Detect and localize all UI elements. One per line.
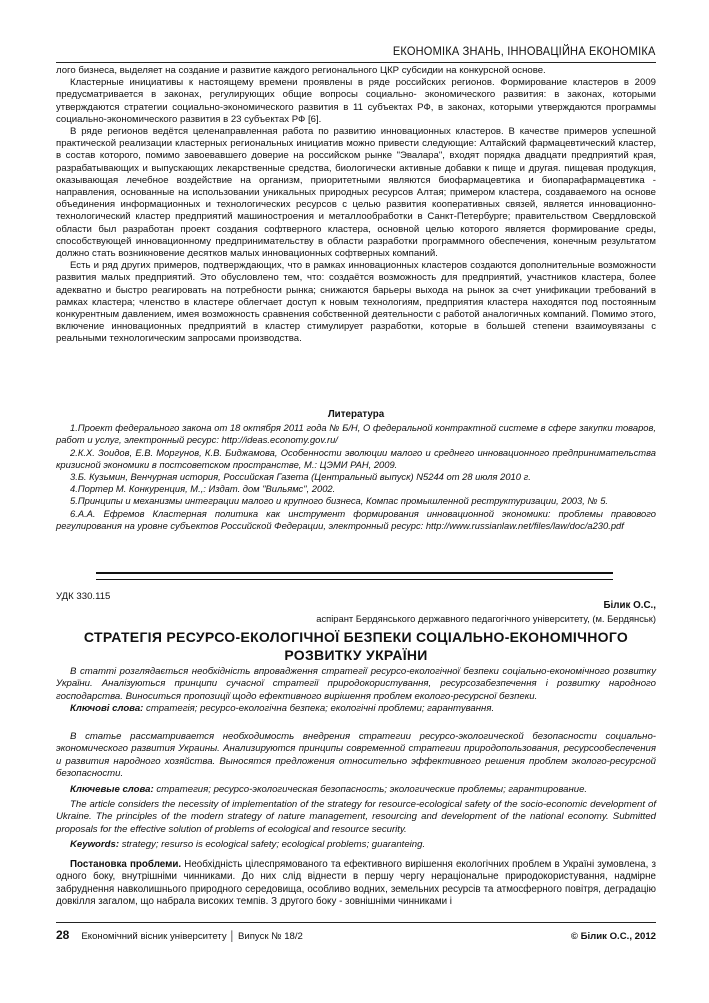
reference-item: 6.А.А. Ефремов Кластерная политика как инструмент формирования инновационной экономики: проблемы правового регулирования на уровне субъектов Российской Федерации, электронный ресурс: http://www.russianlaw.net/files/law/doc/a230.pdf: [56, 507, 656, 531]
paragraph: лого бизнеса, выделяет на создание и развитие каждого регионального ЦКР субсидии на конкурсной основе.: [56, 65, 546, 76]
article-title-line: СТРАТЕГІЯ РЕСУРСО-ЕКОЛОГІЧНОЇ БЕЗПЕКИ СОЦІАЛЬНО-ЕКОНОМІЧНОГО: [83, 629, 629, 645]
reference-item: 5.Принципы и механизмы интеграции малого и крупного бизнеса, Компас промышленной реструктуризации, 2003, № 5.: [70, 495, 609, 507]
paragraph: В ряде регионов ведётся целенаправленная работа по развитию инновационных кластеров. В качестве примеров успешной практической реализации кластерных региональных инициатив можно привести следующие: Алтайский фармацевтический кластер, в состав которого, помимо завоевавшего доверие на российском рынке "Эвалара", входят порядка двадцати предприятий края, разрабатывающих и выпускающих лекарственные средства, биологически активные добавки к пище и другая. пищевая продукция, оказывающая лечебное воздействие на организм, приоритетными являются биофармацевтика и биопарафармацевтика - направления, основанные на использовании уникальных природных ресурсов Алтая; примером кластера, создаваемого на основе объединения информационных и технологических ресурсов с целью развития кооперативных связей, является инновационно-технологический кластер предприятий машиностроения и металлообработки в Санкт-Петербурге; правительством Свердловской области был разработан проект создания софтверного кластера, основной целью которого является формирование среды, способствующей инновационному предпринимательству в области разработки программного обеспечения, конечным результатом должно стать возникновение десятков малых инновационных софтверных компаний.: [56, 126, 656, 260]
problem-label: Постановка проблеми.: [70, 859, 182, 870]
abstract-uk: [56, 666, 656, 716]
footer-divider: [56, 922, 656, 923]
journal-info: Економічний вісник університету │ Випуск № 18/2: [81, 931, 303, 942]
problem-statement: [56, 859, 656, 909]
copyright-notice: © Білик О.С., 2012: [570, 931, 656, 942]
author-name: Білик О.С.,: [603, 600, 656, 611]
keywords-text: стратегія; ресурсо-екологічна безпека; екологічні проблеми; гарантування.: [143, 703, 495, 715]
paragraph: Есть и ряд других примеров, подтверждающих, что в рамках инновационных кластеров создаются дополнительные возможности развития малых предприятий. Это обусловлено тем, что: создаётся возможность для предприятий, участников кластера, более адекватно и быстро реагировать на потребности рынка; снижаются барьеры выхода на рынок за счет унификации требований в рамках кластера; членство в кластере облегчает доступ к новым технологиям, предприятия кластера находятся под постоянным конкурентным давлением, имея возможность сравнения собственной деятельности с работой аналогичных компаний. Помимо этого, включение инновационных предприятий в кластер стимулирует разработки, которые в большей степени взаимоувязаны с реальными технологическим запросами производства.: [56, 260, 656, 345]
paragraph: Кластерные инициативы к настоящему времени проявлены в ряде российских регионов. Формирование кластеров в 2009 предусматривается в законах, регулирующих общие вопросы социально- экономического развития: в законах, которыми утверждаются стратегии социально-экономического развития в 11 субъектах РФ, в законах, которыми утверждаются программы социально-экономического развития в 23 субъектах РФ [6].: [56, 77, 656, 125]
keywords-label: Ключевые слова:: [70, 783, 154, 795]
page-number: 28: [56, 928, 70, 942]
author-affiliation: аспірант Бердянського державного педагогічного університету, (м. Бердянськ): [316, 613, 656, 624]
reference-item: 2.К.Х. Зоидов, Е.В. Моргунов, К.В. Биджамова, Особенности эволюции малого и среднего инновационного предпринимательства кризисной экономики в постсоветском пространстве, М.: ЦЭМИ РАН, 2009.: [56, 446, 656, 470]
keywords-text: стратегия; ресурсо-экологическая безопасность; экологические проблемы; гарантирование.: [153, 783, 588, 795]
article-title-line: РОЗВИТКУ УКРАЇНИ: [284, 647, 428, 663]
problem-text: Необхідність цілеспрямованого та ефективного вирішення екологічних проблем в Україні зумовлена, з одного боку, внутрішніми чинниками. До них слід віднести в першу чергу нераціональне природокористування, надмірне забруднення навколишнього природного середовища, особливо водних, земельних ресурсів та атмосферного повітря, деградацію довкілля загалом, що набрала високих темпів. З другого боку - зовнішніми чинниками і: [56, 859, 656, 908]
article-separator: [96, 572, 613, 580]
abstract-ru: [56, 731, 656, 796]
page-footer: [56, 928, 656, 942]
udk-code: УДК 330.115: [56, 591, 111, 602]
article-title: [56, 628, 656, 664]
body-text: [56, 65, 656, 346]
abstract-en: [56, 799, 656, 852]
keywords-label: Ключові слова:: [70, 703, 144, 715]
abstract-text: В статті розглядається необхідність впровадження стратегії ресурсо-екологічної безпеки соціально-економічного розвитку України. Аналізуються принципи сучасної стратегії природокористування, ресурсозабезпечення і розвитку народного господарства. Виноситься пропозиції щодо ефективного вирішення проблем еколого-ресурсної безпеки.: [56, 666, 656, 702]
reference-item: 1.Проект федерального закона от 18 октября 2011 года № Б/Н, О федеральной контрактной системе в сфере закупки товаров, работ и услуг, электронный ресурс: http://ideas.economy.gov.ru/: [56, 422, 656, 446]
reference-item: 3.Б. Кузьмин, Венчурная история, Российская Газета (Центральный выпуск) N5244 от 28 июля 2010 г.: [70, 471, 531, 483]
running-header: ЕКОНОМІКА ЗНАНЬ, ІННОВАЦІЙНА ЕКОНОМІКА: [393, 44, 656, 58]
header-divider: [56, 62, 656, 63]
abstract-text: The article considers the necessity of implementation of the strategy for resource-ecological safety of the socio-economic development of Ukraine. The principles of the modern strategy of nature management, resourcing and development of the national economy. Submitted proposals for the effective solution of problems of ecological and resource security.: [56, 799, 656, 835]
keywords-text: strategy; resurso is ecological safety; ecological problems; guaranteing.: [119, 839, 426, 851]
references-title: Литература: [327, 409, 385, 420]
references-section: [56, 409, 656, 532]
keywords-label: Keywords:: [70, 839, 120, 851]
reference-item: 4.Портер М. Конкуренция, М.,: Издат. дом "Вильямс", 2002.: [70, 483, 336, 495]
abstract-text: В статье рассматривается необходимость внедрения стратегии ресурсо-экологической безопасности социально-экономического развития Украины. Анализируются принципы современной стратегии природопользования, ресурсообеспечения и развития народного хозяйства. Выносятся предложения относительно эффективного решения проблем эколого-ресурсной безопасности.: [56, 731, 656, 780]
